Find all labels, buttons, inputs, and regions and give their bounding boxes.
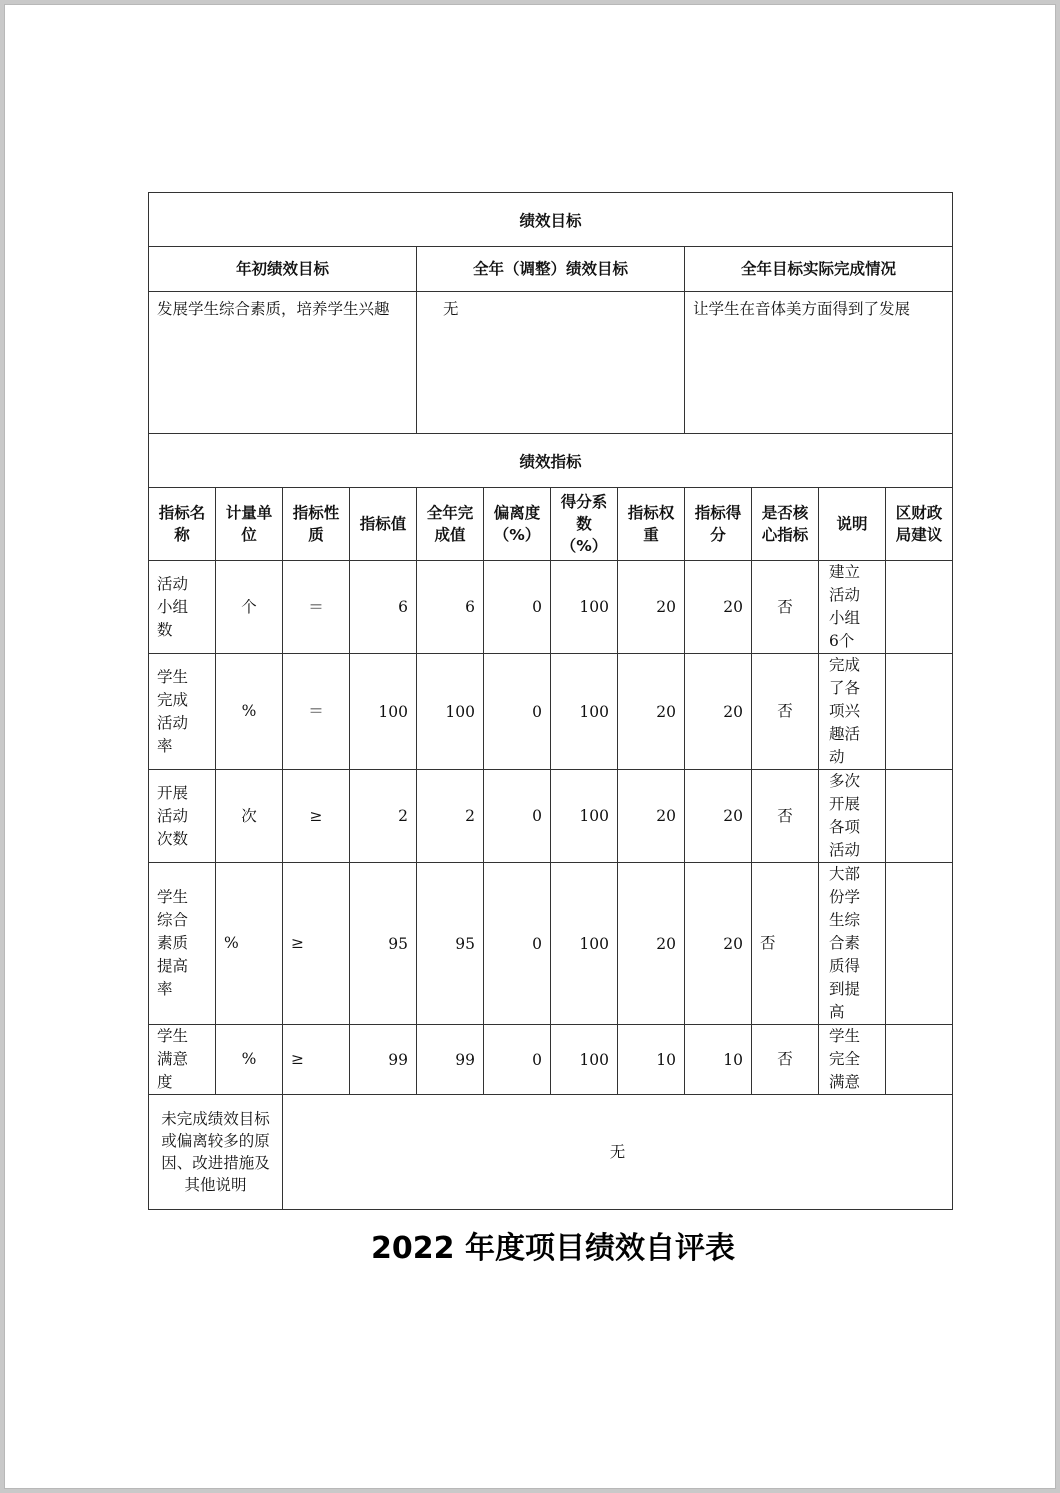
- row-core: 否: [752, 863, 819, 1025]
- row-note: 建立活动小组6个: [819, 561, 886, 654]
- row-actual: 99: [417, 1025, 484, 1095]
- table-row: [149, 561, 953, 654]
- row-coef: 100: [551, 863, 618, 1025]
- row-unit: %: [216, 654, 283, 770]
- row-weight: 10: [618, 1025, 685, 1095]
- row-unit: 个: [216, 561, 283, 654]
- row-suggest: [886, 863, 953, 1025]
- goal-actual-value: 让学生在音体美方面得到了发展: [685, 292, 953, 434]
- row-core: 否: [752, 1025, 819, 1095]
- row-nature: ≥: [283, 770, 350, 863]
- row-score: 20: [685, 770, 752, 863]
- goal-col-actual: 全年目标实际完成情况: [685, 247, 953, 292]
- row-name: 学生综合素质提高率: [149, 863, 216, 1025]
- row-deviation: 0: [484, 561, 551, 654]
- row-actual: 95: [417, 863, 484, 1025]
- row-coef: 100: [551, 1025, 618, 1095]
- row-core: 否: [752, 770, 819, 863]
- reason-value: 无: [283, 1095, 953, 1210]
- row-suggest: [886, 561, 953, 654]
- row-name: 开展活动次数: [149, 770, 216, 863]
- row-score: 10: [685, 1025, 752, 1095]
- row-nature: ≥: [283, 1025, 350, 1095]
- goal-col-initial: 年初绩效目标: [149, 247, 417, 292]
- row-target: 95: [350, 863, 417, 1025]
- row-weight: 20: [618, 770, 685, 863]
- row-target: 100: [350, 654, 417, 770]
- col-suggest: 区财政局建议: [886, 488, 953, 561]
- row-note: 学生完全满意: [819, 1025, 886, 1095]
- row-note: 完成了各项兴趣活动: [819, 654, 886, 770]
- row-target: 2: [350, 770, 417, 863]
- row-deviation: 0: [484, 654, 551, 770]
- row-nature: ≥: [283, 863, 350, 1025]
- row-name: 学生完成活动率: [149, 654, 216, 770]
- col-coef: 得分系数（%）: [551, 488, 618, 561]
- row-suggest: [886, 770, 953, 863]
- col-note: 说明: [819, 488, 886, 561]
- table-row: [149, 863, 953, 1025]
- row-suggest: [886, 654, 953, 770]
- table-row: [149, 654, 953, 770]
- row-deviation: 0: [484, 1025, 551, 1095]
- row-actual: 2: [417, 770, 484, 863]
- row-actual: 6: [417, 561, 484, 654]
- performance-table: [148, 192, 953, 1210]
- row-unit: %: [216, 1025, 283, 1095]
- row-weight: 20: [618, 863, 685, 1025]
- row-target: 99: [350, 1025, 417, 1095]
- row-weight: 20: [618, 654, 685, 770]
- goal-values-row: [149, 292, 953, 434]
- row-deviation: 0: [484, 770, 551, 863]
- row-nature: ＝: [283, 561, 350, 654]
- reason-row: [149, 1095, 953, 1210]
- col-actual: 全年完成值: [417, 488, 484, 561]
- row-note: 大部份学生综合素质得到提高: [819, 863, 886, 1025]
- row-score: 20: [685, 561, 752, 654]
- row-deviation: 0: [484, 863, 551, 1025]
- row-unit: 次: [216, 770, 283, 863]
- row-weight: 20: [618, 561, 685, 654]
- col-core: 是否核心指标: [752, 488, 819, 561]
- row-name: 学生满意度: [149, 1025, 216, 1095]
- col-unit: 计量单位: [216, 488, 283, 561]
- row-score: 20: [685, 654, 752, 770]
- perf-goal-header: 绩效目标: [149, 193, 953, 247]
- col-name: 指标名称: [149, 488, 216, 561]
- col-target: 指标值: [350, 488, 417, 561]
- row-coef: 100: [551, 770, 618, 863]
- row-coef: 100: [551, 561, 618, 654]
- indicator-header: 绩效指标: [149, 434, 953, 488]
- row-unit: %: [216, 863, 283, 1025]
- col-nature: 指标性质: [283, 488, 350, 561]
- col-score: 指标得分: [685, 488, 752, 561]
- col-weight: 指标权重: [618, 488, 685, 561]
- row-suggest: [886, 1025, 953, 1095]
- goal-adjusted-value: 无: [417, 292, 685, 434]
- row-score: 20: [685, 863, 752, 1025]
- row-actual: 100: [417, 654, 484, 770]
- col-deviation: 偏离度（%）: [484, 488, 551, 561]
- document-page: [4, 4, 1056, 1489]
- table-row: [149, 770, 953, 863]
- row-name: 活动小组数: [149, 561, 216, 654]
- document-title: 2022 年度项目绩效自评表: [371, 1231, 735, 1266]
- reason-label: 未完成绩效目标或偏离较多的原因、改进措施及其他说明: [149, 1095, 283, 1210]
- table-row: [149, 1025, 953, 1095]
- indicator-column-headers: [149, 488, 953, 561]
- goal-initial-value: 发展学生综合素质，培养学生兴趣: [149, 292, 417, 434]
- row-note: 多次开展各项活动: [819, 770, 886, 863]
- row-target: 6: [350, 561, 417, 654]
- goal-col-adjusted: 全年（调整）绩效目标: [417, 247, 685, 292]
- goal-column-headers: [149, 247, 953, 292]
- row-core: 否: [752, 654, 819, 770]
- row-coef: 100: [551, 654, 618, 770]
- row-core: 否: [752, 561, 819, 654]
- row-nature: ＝: [283, 654, 350, 770]
